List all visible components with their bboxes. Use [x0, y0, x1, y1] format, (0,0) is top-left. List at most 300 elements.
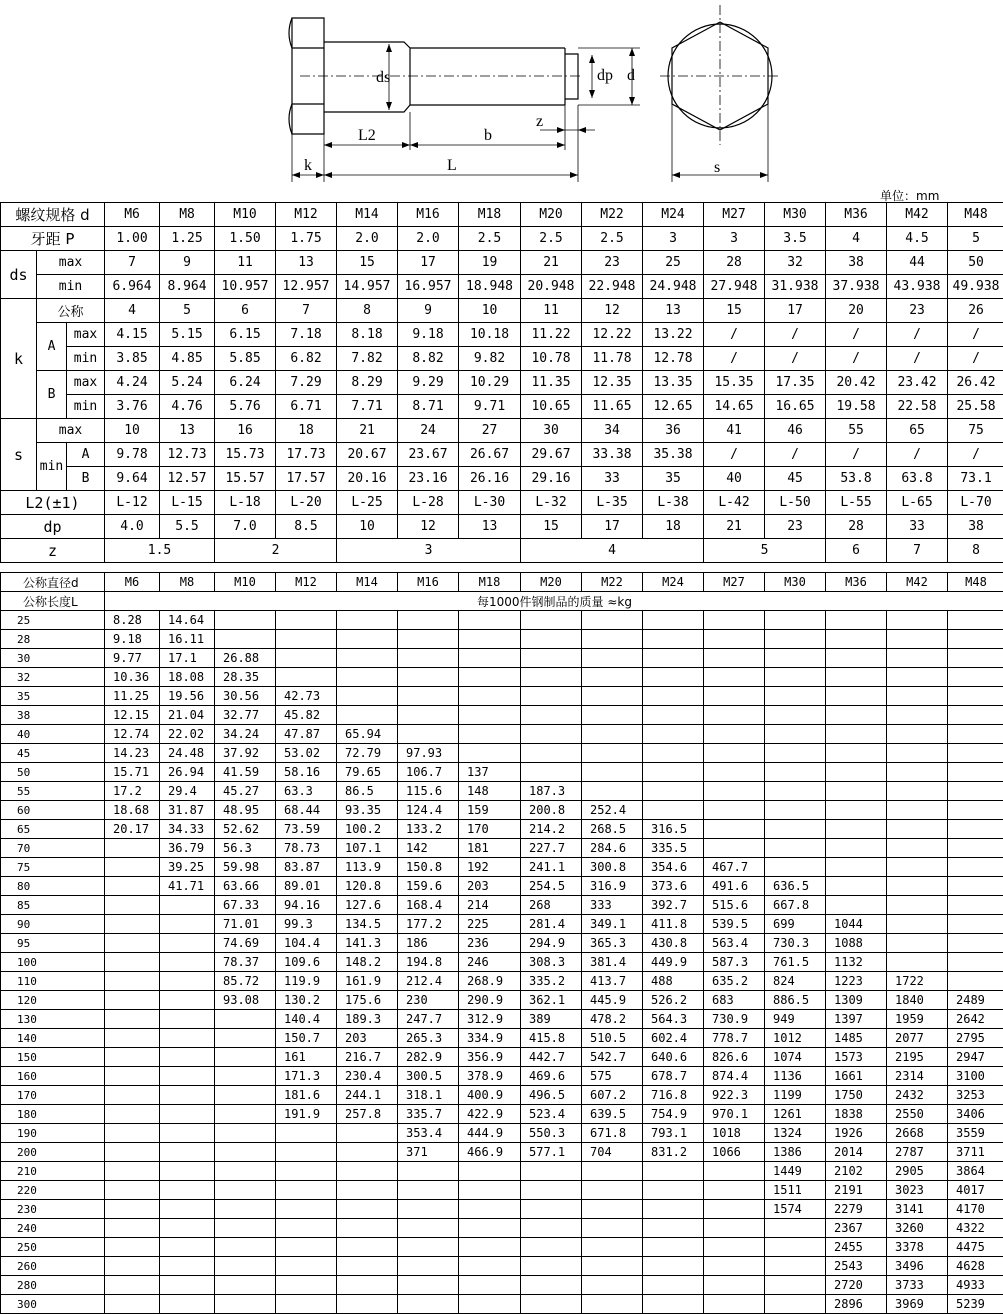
mass-value-cell [948, 687, 1003, 706]
table-row [1, 877, 1003, 896]
value-cell: 25 [643, 251, 704, 275]
label-ds: ds [1, 251, 37, 299]
mass-value-cell [521, 763, 582, 782]
value-cell: 2.5 [582, 227, 643, 251]
value-cell: / [826, 443, 887, 467]
mass-value-cell: 3864 [948, 1162, 1003, 1181]
mass-value-cell [459, 1200, 521, 1219]
row-k-B-min [1, 395, 1003, 419]
mass-value-cell [398, 668, 459, 687]
value-cell: M6 [105, 203, 160, 227]
mass-value-cell: 4933 [948, 1276, 1003, 1295]
value-cell: 20.42 [826, 371, 887, 395]
mass-value-cell [215, 1219, 276, 1238]
mass-table [0, 572, 1003, 1314]
mass-value-cell [582, 1219, 643, 1238]
mass-value-cell [704, 668, 765, 687]
mass-value-cell: 2455 [826, 1238, 887, 1257]
value-cell: M18 [459, 573, 521, 592]
mass-value-cell [337, 687, 398, 706]
header-nominal-diameter: 公称直径d [1, 573, 105, 592]
mass-value-cell: 74.69 [215, 934, 276, 953]
mass-value-cell [704, 687, 765, 706]
mass-value-cell: 542.7 [582, 1048, 643, 1067]
mass-value-cell [105, 877, 160, 896]
value-cell: 11.35 [521, 371, 582, 395]
table-row [1, 1124, 1003, 1143]
value-cell: M22 [582, 203, 643, 227]
mass-value-cell [765, 1295, 826, 1314]
value-cell: / [948, 347, 1003, 371]
value-cell: 32 [765, 251, 826, 275]
table-row [1, 1181, 1003, 1200]
value-cell: 13 [459, 515, 521, 539]
mass-value-cell [105, 1276, 160, 1295]
mass-value-cell: 922.3 [704, 1086, 765, 1105]
mass-value-cell: 236 [459, 934, 521, 953]
value-cell: 11 [521, 299, 582, 323]
mass-value-cell: 282.9 [398, 1048, 459, 1067]
mass-value-cell: 2279 [826, 1200, 887, 1219]
value-cell: M16 [398, 573, 459, 592]
mass-value-cell [337, 1162, 398, 1181]
mass-value-cell [704, 706, 765, 725]
mass-value-cell: 2102 [826, 1162, 887, 1181]
mass-value-cell [276, 1200, 337, 1219]
length-cell: 100 [1, 953, 105, 972]
mass-value-cell [643, 668, 704, 687]
mass-value-cell [765, 687, 826, 706]
mass-value-cell [643, 1200, 704, 1219]
mass-value-cell: 106.7 [398, 763, 459, 782]
value-cell: 3.5 [765, 227, 826, 251]
mass-value-cell [887, 801, 948, 820]
mass-value-cell [337, 1276, 398, 1295]
mass-value-cell: 148 [459, 782, 521, 801]
value-cell: 8.5 [276, 515, 337, 539]
value-cell: / [826, 323, 887, 347]
mass-value-cell: 389 [521, 1010, 582, 1029]
value-cell: 10 [337, 515, 398, 539]
mass-value-cell: 265.3 [398, 1029, 459, 1048]
mass-value-cell [704, 649, 765, 668]
value-cell: M12 [276, 203, 337, 227]
mass-value-cell [215, 1067, 276, 1086]
mass-value-cell: 683 [704, 991, 765, 1010]
value-cell: L-42 [704, 491, 765, 515]
value-cell: M48 [948, 203, 1003, 227]
value-cell: 11 [215, 251, 276, 275]
value-cell: M14 [337, 203, 398, 227]
mass-value-cell [643, 744, 704, 763]
mass-value-cell [105, 858, 160, 877]
mass-value-cell: 22.02 [160, 725, 215, 744]
value-cell: M27 [704, 203, 765, 227]
mass-value-cell: 2367 [826, 1219, 887, 1238]
mass-value-cell: 214 [459, 896, 521, 915]
mass-value-cell: 1386 [765, 1143, 826, 1162]
mass-value-cell: 316.5 [643, 820, 704, 839]
length-cell: 75 [1, 858, 105, 877]
value-cell: 5.85 [215, 347, 276, 371]
mass-value-cell: 32.77 [215, 706, 276, 725]
mass-value-cell [398, 1219, 459, 1238]
mass-value-cell [765, 1276, 826, 1295]
mass-value-cell [948, 744, 1003, 763]
mass-value-cell [398, 1181, 459, 1200]
mass-value-cell: 1840 [887, 991, 948, 1010]
mass-value-cell: 252.4 [582, 801, 643, 820]
mass-value-cell [105, 915, 160, 934]
mass-value-cell [948, 858, 1003, 877]
value-cell: / [826, 347, 887, 371]
mass-value-cell: 2489 [948, 991, 1003, 1010]
mass-value-cell [521, 1219, 582, 1238]
length-cell: 180 [1, 1105, 105, 1124]
mass-value-cell: 113.9 [337, 858, 398, 877]
mass-value-cell [948, 934, 1003, 953]
mass-value-cell [643, 725, 704, 744]
mass-value-cell [276, 1181, 337, 1200]
value-cell: / [704, 347, 765, 371]
value-cell: / [948, 323, 1003, 347]
length-cell: 90 [1, 915, 105, 934]
mass-value-cell: 523.4 [521, 1105, 582, 1124]
mass-value-cell: 52.62 [215, 820, 276, 839]
mass-value-cell: 378.9 [459, 1067, 521, 1086]
table-row [1, 1238, 1003, 1257]
value-cell: 28 [704, 251, 765, 275]
mass-value-cell: 430.8 [643, 934, 704, 953]
bolt-shank [324, 42, 410, 112]
table-row [1, 801, 1003, 820]
mass-value-cell [105, 1124, 160, 1143]
value-cell: 31.938 [765, 275, 826, 299]
mass-value-cell [105, 896, 160, 915]
mass-value-cell: 316.9 [582, 877, 643, 896]
mass-value-cell [215, 1105, 276, 1124]
mass-value-cell [105, 934, 160, 953]
row-thread-size [1, 203, 1003, 227]
value-cell: / [948, 443, 1003, 467]
mass-value-cell [459, 706, 521, 725]
mass-value-cell: 354.6 [643, 858, 704, 877]
table-row [1, 1295, 1003, 1314]
mass-value-cell [826, 744, 887, 763]
mass-value-cell: 1511 [765, 1181, 826, 1200]
label-min: min [37, 275, 105, 299]
mass-value-cell: 67.33 [215, 896, 276, 915]
mass-value-cell: 2014 [826, 1143, 887, 1162]
label-dp: dp [1, 515, 105, 539]
mass-value-cell: 15.71 [105, 763, 160, 782]
mass-value-cell [765, 782, 826, 801]
mass-value-cell: 14.64 [160, 611, 215, 630]
mass-value-cell [276, 1162, 337, 1181]
table-row [1, 858, 1003, 877]
mass-value-cell: 3100 [948, 1067, 1003, 1086]
mass-value-cell: 362.1 [521, 991, 582, 1010]
mass-value-cell: 970.1 [704, 1105, 765, 1124]
mass-value-cell: 41.71 [160, 877, 215, 896]
mass-value-cell [337, 611, 398, 630]
value-cell: 4.85 [160, 347, 215, 371]
value-cell: 10.65 [521, 395, 582, 419]
value-cell: 5.15 [160, 323, 215, 347]
mass-value-cell: 94.16 [276, 896, 337, 915]
value-cell: L-30 [459, 491, 521, 515]
mass-value-cell: 3496 [887, 1257, 948, 1276]
value-cell: 8 [337, 299, 398, 323]
mass-value-cell: 36.79 [160, 839, 215, 858]
length-cell: 70 [1, 839, 105, 858]
value-cell: 55 [826, 419, 887, 443]
table-row [1, 991, 1003, 1010]
value-cell: 26.42 [948, 371, 1003, 395]
mass-value-cell [105, 1200, 160, 1219]
mass-value-cell: 831.2 [643, 1143, 704, 1162]
length-cell: 80 [1, 877, 105, 896]
mass-value-cell [398, 1162, 459, 1181]
mass-value-cell [704, 1181, 765, 1200]
mass-value-cell: 824 [765, 972, 826, 991]
length-cell: 95 [1, 934, 105, 953]
mass-value-cell [948, 725, 1003, 744]
mass-value-cell: 1485 [826, 1029, 887, 1048]
value-cell: 6 [215, 299, 276, 323]
mass-value-cell: 300.8 [582, 858, 643, 877]
row-k-B-max [1, 371, 1003, 395]
value-cell: 10.29 [459, 371, 521, 395]
mass-value-cell: 577.1 [521, 1143, 582, 1162]
mass-value-cell [398, 725, 459, 744]
mass-value-cell [887, 782, 948, 801]
table-row [1, 668, 1003, 687]
mass-value-cell [948, 953, 1003, 972]
mass-value-cell [105, 1029, 160, 1048]
value-cell: / [887, 443, 948, 467]
mass-value-cell: 107.1 [337, 839, 398, 858]
mass-value-cell: 63.66 [215, 877, 276, 896]
mass-value-cell: 496.5 [521, 1086, 582, 1105]
mass-value-cell [826, 687, 887, 706]
length-cell: 50 [1, 763, 105, 782]
value-cell: / [765, 323, 826, 347]
value-cell: 12 [398, 515, 459, 539]
mass-value-cell: 300.5 [398, 1067, 459, 1086]
spec-table [0, 202, 1003, 563]
value-cell: 13 [643, 299, 704, 323]
mass-value-cell: 18.08 [160, 668, 215, 687]
mass-value-cell [459, 744, 521, 763]
mass-value-cell [826, 706, 887, 725]
value-cell: 2.5 [459, 227, 521, 251]
mass-value-cell: 109.6 [276, 953, 337, 972]
mass-value-cell: 254.5 [521, 877, 582, 896]
mass-value-cell: 636.5 [765, 877, 826, 896]
mass-value-cell: 142 [398, 839, 459, 858]
mass-value-cell [887, 858, 948, 877]
value-cell: 15 [521, 515, 582, 539]
mass-value-cell: 335.2 [521, 972, 582, 991]
value-cell: L-50 [765, 491, 826, 515]
mass-value-cell [582, 1276, 643, 1295]
mass-value-cell [887, 725, 948, 744]
mass-value-cell: 488 [643, 972, 704, 991]
value-cell: 38 [948, 515, 1003, 539]
mass-value-cell [160, 1029, 215, 1048]
mass-value-cell [459, 1219, 521, 1238]
mass-value-cell [215, 1257, 276, 1276]
mass-value-cell: 2077 [887, 1029, 948, 1048]
mass-value-cell [276, 1276, 337, 1295]
mass-value-cell [160, 1143, 215, 1162]
mass-value-cell: 371 [398, 1143, 459, 1162]
value-cell: 26.16 [459, 467, 521, 491]
value-cell: 7.82 [337, 347, 398, 371]
mass-value-cell [948, 630, 1003, 649]
table-row [1, 1048, 1003, 1067]
mass-value-cell [948, 820, 1003, 839]
mass-value-cell [887, 649, 948, 668]
mass-value-cell [765, 668, 826, 687]
value-cell: 3.85 [105, 347, 160, 371]
row-pitch [1, 227, 1003, 251]
mass-value-cell [521, 611, 582, 630]
mass-value-cell: 1261 [765, 1105, 826, 1124]
value-cell: 23.67 [398, 443, 459, 467]
mass-value-cell: 716.8 [643, 1086, 704, 1105]
mass-value-cell [582, 706, 643, 725]
mass-value-cell [765, 1257, 826, 1276]
mass-value-cell [643, 1181, 704, 1200]
mass-value-cell: 290.9 [459, 991, 521, 1010]
mass-value-cell [948, 801, 1003, 820]
mass-value-cell [704, 1200, 765, 1219]
mass-value-cell: 41.59 [215, 763, 276, 782]
mass-value-cell [826, 630, 887, 649]
mass-value-cell [459, 630, 521, 649]
value-cell: 7.18 [276, 323, 337, 347]
length-cell: 220 [1, 1181, 105, 1200]
label-max: max [67, 371, 105, 395]
mass-value-cell [459, 1238, 521, 1257]
value-cell: 2.0 [337, 227, 398, 251]
mass-value-cell [704, 1238, 765, 1257]
mass-value-cell [887, 915, 948, 934]
mass-value-cell: 1722 [887, 972, 948, 991]
mass-value-cell [704, 820, 765, 839]
value-cell: 23 [582, 251, 643, 275]
mass-value-cell [459, 725, 521, 744]
value-cell: 40 [704, 467, 765, 491]
value-cell: 5 [704, 539, 826, 563]
mass-value-cell [887, 839, 948, 858]
mass-value-cell [826, 877, 887, 896]
value-cell: M42 [887, 203, 948, 227]
value-cell: M27 [704, 573, 765, 592]
label-min: min [67, 347, 105, 371]
value-cell: 12 [582, 299, 643, 323]
mass-value-cell: 515.6 [704, 896, 765, 915]
value-cell: 49.938 [948, 275, 1003, 299]
mass-value-cell [826, 896, 887, 915]
mass-value-cell: 671.8 [582, 1124, 643, 1143]
mass-value-cell [105, 953, 160, 972]
mass-value-cell [105, 1257, 160, 1276]
mass-value-cell [704, 801, 765, 820]
unit-label: 单位：mm [880, 189, 940, 203]
mass-value-cell: 3969 [887, 1295, 948, 1314]
mass-value-cell: 449.9 [643, 953, 704, 972]
mass-value-cell: 86.5 [337, 782, 398, 801]
value-cell: 9.82 [459, 347, 521, 371]
mass-value-cell: 63.3 [276, 782, 337, 801]
mass-value-cell [704, 725, 765, 744]
mass-value-cell [948, 649, 1003, 668]
mass-value-cell [105, 991, 160, 1010]
value-cell: 4 [105, 299, 160, 323]
value-cell: M24 [643, 203, 704, 227]
mass-value-cell: 119.9 [276, 972, 337, 991]
value-cell: 18.948 [459, 275, 521, 299]
value-cell: L-12 [105, 491, 160, 515]
table-row [1, 896, 1003, 915]
mass-value-cell [276, 1219, 337, 1238]
length-cell: 210 [1, 1162, 105, 1181]
mass-value-cell: 134.5 [337, 915, 398, 934]
mass-value-cell [105, 972, 160, 991]
mass-value-cell: 257.8 [337, 1105, 398, 1124]
value-cell: 4.5 [887, 227, 948, 251]
value-cell: 5.24 [160, 371, 215, 395]
mass-value-cell: 754.9 [643, 1105, 704, 1124]
mass-value-cell [521, 1238, 582, 1257]
mass-value-cell [887, 706, 948, 725]
mass-value-cell [337, 668, 398, 687]
value-cell: 41 [704, 419, 765, 443]
mass-value-cell [521, 725, 582, 744]
mass-value-cell: 640.6 [643, 1048, 704, 1067]
value-cell: 5 [948, 227, 1003, 251]
value-cell: 12.35 [582, 371, 643, 395]
mass-value-cell: 133.2 [398, 820, 459, 839]
mass-value-cell: 3406 [948, 1105, 1003, 1124]
mass-value-cell: 268 [521, 896, 582, 915]
value-cell: 8.964 [160, 275, 215, 299]
mass-value-cell: 1574 [765, 1200, 826, 1219]
mass-value-cell: 1324 [765, 1124, 826, 1143]
table-row [1, 630, 1003, 649]
value-cell: L-15 [160, 491, 215, 515]
mass-value-cell: 170 [459, 820, 521, 839]
value-cell: 2.5 [521, 227, 582, 251]
mass-value-cell: 607.2 [582, 1086, 643, 1105]
mass-value-cell [643, 1162, 704, 1181]
mass-value-cell: 2543 [826, 1257, 887, 1276]
value-cell: 9.78 [105, 443, 160, 467]
mass-value-cell [765, 820, 826, 839]
mass-value-cell: 2720 [826, 1276, 887, 1295]
mass-value-cell: 469.6 [521, 1067, 582, 1086]
table-row [1, 782, 1003, 801]
mass-value-cell [887, 744, 948, 763]
length-cell: 32 [1, 668, 105, 687]
mass-value-cell: 150.7 [276, 1029, 337, 1048]
mass-value-cell: 268.9 [459, 972, 521, 991]
mass-value-cell [582, 744, 643, 763]
mass-value-cell [215, 1200, 276, 1219]
